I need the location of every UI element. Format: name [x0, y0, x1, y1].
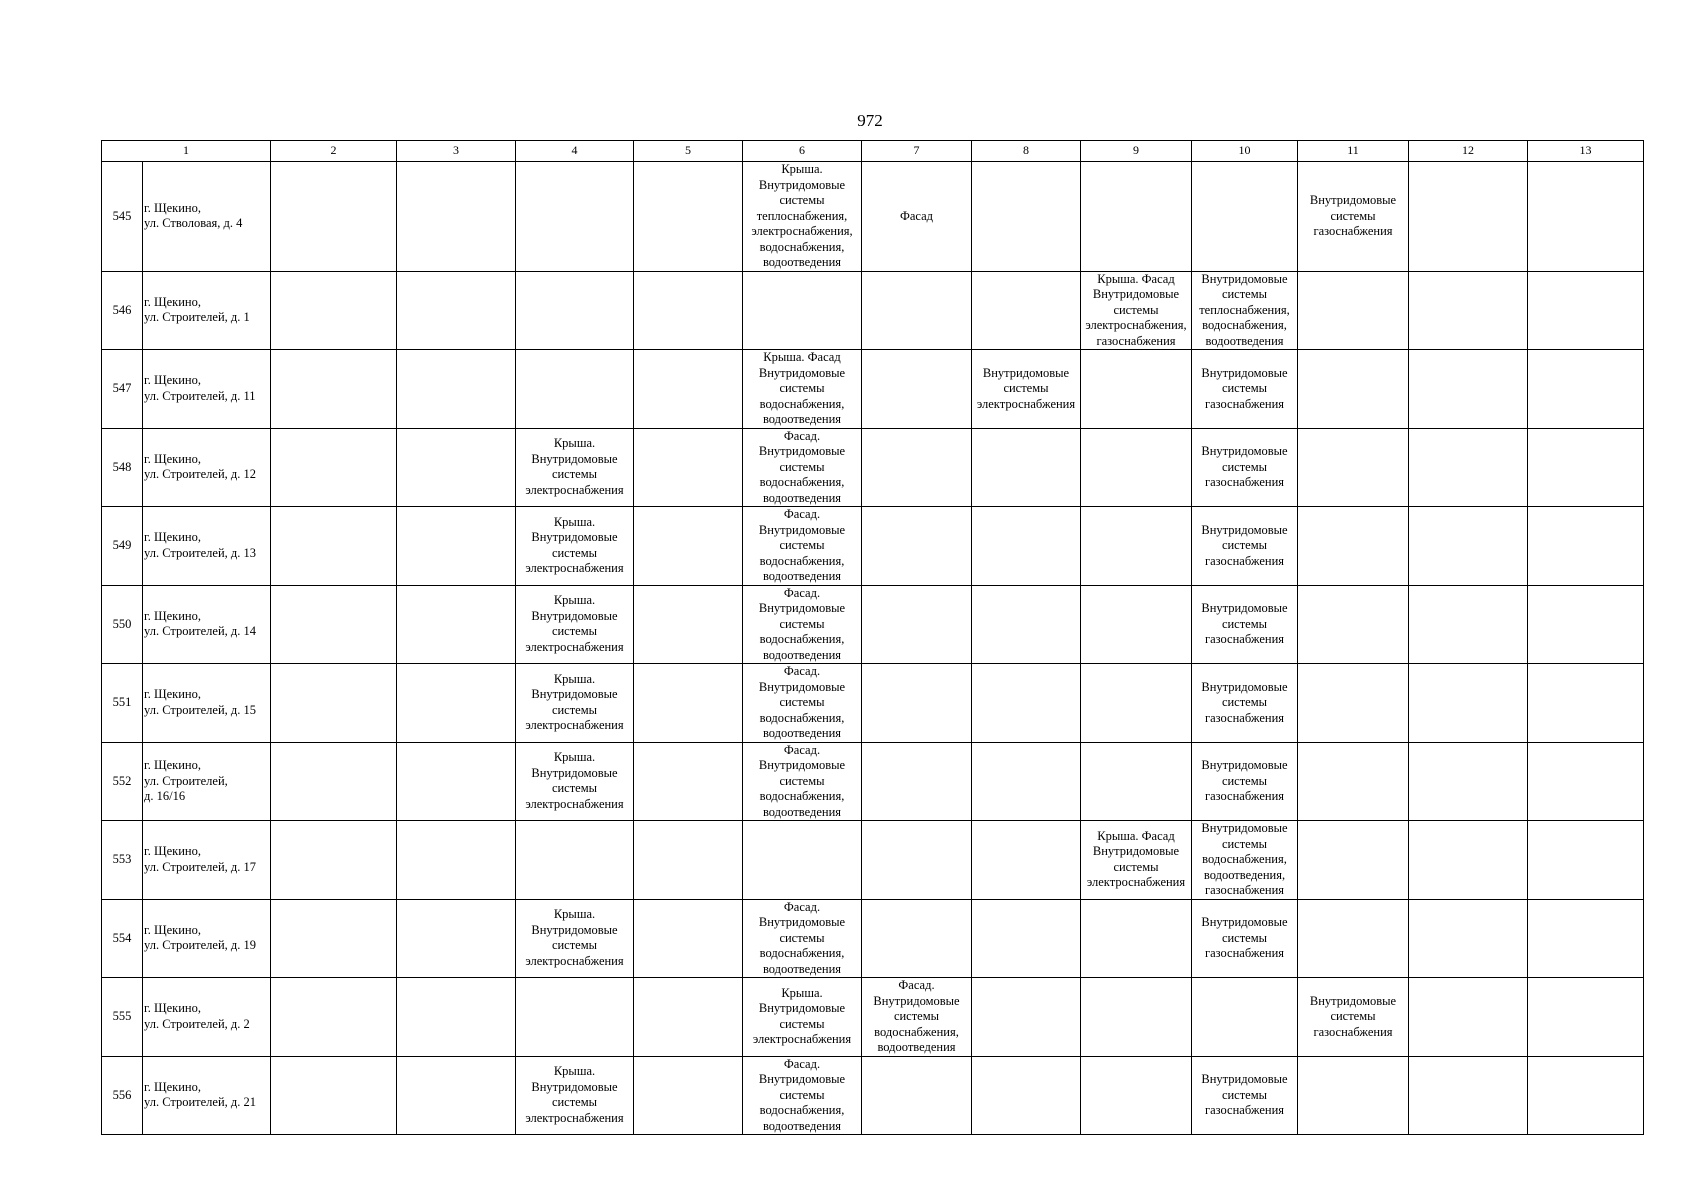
- work-cell-5: [634, 899, 743, 978]
- work-cell-12: [1409, 978, 1528, 1057]
- work-cell-9: [1081, 350, 1192, 429]
- table-row: [102, 271, 1644, 350]
- row-number: 553: [102, 821, 143, 900]
- address-cell: г. Щекино, ул. Строителей, д. 1: [143, 271, 271, 350]
- work-cell-9: [1081, 585, 1192, 664]
- row-number: 556: [102, 1056, 143, 1135]
- work-cell-6: Фасад. Внутридомовые системы водоснабжения, водоотведения: [743, 664, 862, 743]
- row-number: 551: [102, 664, 143, 743]
- work-cell-9: [1081, 507, 1192, 586]
- work-cell-8: [972, 1056, 1081, 1135]
- work-cell-3: [397, 162, 516, 272]
- work-cell-2: [271, 742, 397, 821]
- work-cell-5: [634, 664, 743, 743]
- work-cell-10: Внутридомовые системы газоснабжения: [1192, 664, 1298, 743]
- work-cell-10: Внутридомовые системы газоснабжения: [1192, 1056, 1298, 1135]
- table-row: [102, 585, 1644, 664]
- column-header-6: 6: [743, 141, 862, 162]
- page-number: 972: [857, 111, 883, 130]
- work-cell-4: Крыша. Внутридомовые системы электроснабжения: [516, 664, 634, 743]
- column-header-2: 2: [271, 141, 397, 162]
- row-number: 546: [102, 271, 143, 350]
- table-row: [102, 978, 1644, 1057]
- work-cell-5: [634, 742, 743, 821]
- column-header-1: 1: [102, 141, 271, 162]
- work-cell-8: [972, 978, 1081, 1057]
- work-cell-13: [1528, 350, 1644, 429]
- address-cell: г. Щекино, ул. Строителей, д. 12: [143, 428, 271, 507]
- work-cell-12: [1409, 162, 1528, 272]
- work-cell-2: [271, 899, 397, 978]
- work-cell-7: [862, 821, 972, 900]
- work-cell-2: [271, 664, 397, 743]
- column-header-9: 9: [1081, 141, 1192, 162]
- work-cell-7: [862, 899, 972, 978]
- work-cell-5: [634, 350, 743, 429]
- work-cell-5: [634, 1056, 743, 1135]
- work-cell-9: [1081, 1056, 1192, 1135]
- work-cell-5: [634, 821, 743, 900]
- work-cell-4: [516, 821, 634, 900]
- work-cell-3: [397, 899, 516, 978]
- table-row: [102, 821, 1644, 900]
- work-cell-8: [972, 162, 1081, 272]
- work-cell-4: [516, 978, 634, 1057]
- work-cell-9: [1081, 978, 1192, 1057]
- table-row: [102, 350, 1644, 429]
- work-cell-10: Внутридомовые системы водоснабжения, водоотведения, газоснабжения: [1192, 821, 1298, 900]
- work-cell-12: [1409, 664, 1528, 743]
- column-header-12: 12: [1409, 141, 1528, 162]
- work-cell-3: [397, 821, 516, 900]
- work-cell-13: [1528, 428, 1644, 507]
- address-cell: г. Щекино, ул. Строителей, д. 21: [143, 1056, 271, 1135]
- work-cell-3: [397, 664, 516, 743]
- work-cell-13: [1528, 162, 1644, 272]
- work-cell-13: [1528, 821, 1644, 900]
- work-cell-6: Фасад. Внутридомовые системы водоснабжения, водоотведения: [743, 428, 862, 507]
- row-number: 549: [102, 507, 143, 586]
- work-cell-7: [862, 742, 972, 821]
- work-cell-11: Внутридомовые системы газоснабжения: [1298, 978, 1409, 1057]
- work-cell-11: [1298, 742, 1409, 821]
- work-cell-2: [271, 350, 397, 429]
- work-cell-3: [397, 271, 516, 350]
- work-cell-2: [271, 1056, 397, 1135]
- work-cell-7: [862, 507, 972, 586]
- table-row: [102, 1056, 1644, 1135]
- work-cell-3: [397, 978, 516, 1057]
- work-cell-11: [1298, 271, 1409, 350]
- work-cell-12: [1409, 350, 1528, 429]
- work-cell-6: Крыша. Внутридомовые системы теплоснабжения, электроснабжения, водоснабжения, водоотведения: [743, 162, 862, 272]
- column-header-10: 10: [1192, 141, 1298, 162]
- work-cell-4: [516, 350, 634, 429]
- work-cell-12: [1409, 821, 1528, 900]
- work-cell-4: Крыша. Внутридомовые системы электроснабжения: [516, 899, 634, 978]
- work-cell-4: Крыша. Внутридомовые системы электроснабжения: [516, 1056, 634, 1135]
- work-cell-3: [397, 428, 516, 507]
- work-cell-8: [972, 899, 1081, 978]
- address-cell: г. Щекино, ул. Строителей, д. 2: [143, 978, 271, 1057]
- work-cell-2: [271, 162, 397, 272]
- work-cell-12: [1409, 271, 1528, 350]
- column-header-11: 11: [1298, 141, 1409, 162]
- work-cell-2: [271, 507, 397, 586]
- work-cell-2: [271, 821, 397, 900]
- work-cell-11: [1298, 507, 1409, 586]
- work-cell-3: [397, 585, 516, 664]
- work-cell-13: [1528, 507, 1644, 586]
- header-row: [102, 141, 1644, 162]
- work-cell-12: [1409, 428, 1528, 507]
- work-cell-4: Крыша. Внутридомовые системы электроснабжения: [516, 507, 634, 586]
- work-cell-4: Крыша. Внутридомовые системы электроснабжения: [516, 585, 634, 664]
- address-cell: г. Щекино, ул. Строителей, д. 15: [143, 664, 271, 743]
- work-cell-7: [862, 350, 972, 429]
- work-cell-8: [972, 664, 1081, 743]
- work-cell-7: Фасад. Внутридомовые системы водоснабжения, водоотведения: [862, 978, 972, 1057]
- work-cell-6: Фасад. Внутридомовые системы водоснабжения, водоотведения: [743, 742, 862, 821]
- work-cell-13: [1528, 899, 1644, 978]
- work-cell-11: [1298, 428, 1409, 507]
- work-cell-12: [1409, 742, 1528, 821]
- work-cell-2: [271, 585, 397, 664]
- work-cell-8: Внутридомовые системы электроснабжения: [972, 350, 1081, 429]
- work-cell-6: Фасад. Внутридомовые системы водоснабжения, водоотведения: [743, 899, 862, 978]
- address-cell: г. Щекино, ул. Строителей, д. 17: [143, 821, 271, 900]
- column-header-13: 13: [1528, 141, 1644, 162]
- address-cell: г. Щекино, ул. Строителей, д. 13: [143, 507, 271, 586]
- address-cell: г. Щекино, ул. Строителей, д. 19: [143, 899, 271, 978]
- table-row: [102, 899, 1644, 978]
- work-cell-7: [862, 271, 972, 350]
- row-number: 552: [102, 742, 143, 821]
- work-cell-5: [634, 162, 743, 272]
- row-number: 545: [102, 162, 143, 272]
- table-row: [102, 428, 1644, 507]
- row-number: 554: [102, 899, 143, 978]
- work-cell-13: [1528, 978, 1644, 1057]
- work-cell-8: [972, 428, 1081, 507]
- work-cell-13: [1528, 742, 1644, 821]
- work-cell-2: [271, 428, 397, 507]
- column-header-4: 4: [516, 141, 634, 162]
- work-cell-11: [1298, 350, 1409, 429]
- work-cell-10: Внутридомовые системы газоснабжения: [1192, 742, 1298, 821]
- work-cell-13: [1528, 271, 1644, 350]
- work-cell-11: [1298, 899, 1409, 978]
- work-cell-9: [1081, 664, 1192, 743]
- work-cell-8: [972, 821, 1081, 900]
- row-number: 548: [102, 428, 143, 507]
- work-cell-5: [634, 978, 743, 1057]
- work-cell-8: [972, 507, 1081, 586]
- work-cell-6: [743, 271, 862, 350]
- row-number: 555: [102, 978, 143, 1057]
- work-cell-2: [271, 271, 397, 350]
- work-cell-10: Внутридомовые системы газоснабжения: [1192, 507, 1298, 586]
- work-cell-7: [862, 664, 972, 743]
- work-cell-5: [634, 585, 743, 664]
- work-cell-11: [1298, 1056, 1409, 1135]
- work-cell-11: [1298, 664, 1409, 743]
- work-cell-12: [1409, 1056, 1528, 1135]
- work-cell-9: Крыша. Фасад Внутридомовые системы электроснабжения: [1081, 821, 1192, 900]
- work-cell-7: [862, 1056, 972, 1135]
- work-cell-13: [1528, 664, 1644, 743]
- column-header-5: 5: [634, 141, 743, 162]
- work-cell-7: [862, 585, 972, 664]
- work-cell-8: [972, 585, 1081, 664]
- work-cell-11: [1298, 821, 1409, 900]
- work-cell-7: Фасад: [862, 162, 972, 272]
- work-cell-8: [972, 271, 1081, 350]
- repair-schedule-table: [101, 140, 1644, 1135]
- address-cell: г. Щекино, ул. Строителей, д. 11: [143, 350, 271, 429]
- work-cell-3: [397, 742, 516, 821]
- work-cell-10: Внутридомовые системы газоснабжения: [1192, 585, 1298, 664]
- work-cell-10: [1192, 162, 1298, 272]
- table-row: [102, 507, 1644, 586]
- work-cell-3: [397, 350, 516, 429]
- work-cell-12: [1409, 899, 1528, 978]
- work-cell-10: Внутридомовые системы газоснабжения: [1192, 428, 1298, 507]
- column-header-7: 7: [862, 141, 972, 162]
- work-cell-9: [1081, 162, 1192, 272]
- work-cell-13: [1528, 1056, 1644, 1135]
- address-cell: г. Щекино, ул. Строителей, д. 16/16: [143, 742, 271, 821]
- table-row: [102, 664, 1644, 743]
- work-cell-10: Внутридомовые системы газоснабжения: [1192, 350, 1298, 429]
- work-cell-3: [397, 1056, 516, 1135]
- work-cell-6: Фасад. Внутридомовые системы водоснабжения, водоотведения: [743, 507, 862, 586]
- work-cell-9: [1081, 899, 1192, 978]
- work-cell-2: [271, 978, 397, 1057]
- work-cell-7: [862, 428, 972, 507]
- work-cell-5: [634, 507, 743, 586]
- column-header-3: 3: [397, 141, 516, 162]
- work-cell-4: Крыша. Внутридомовые системы электроснабжения: [516, 742, 634, 821]
- work-cell-6: Крыша. Фасад Внутридомовые системы водоснабжения, водоотведения: [743, 350, 862, 429]
- table-row: [102, 742, 1644, 821]
- work-cell-6: Фасад. Внутридомовые системы водоснабжения, водоотведения: [743, 585, 862, 664]
- table-row: [102, 162, 1644, 272]
- column-header-8: 8: [972, 141, 1081, 162]
- work-cell-9: Крыша. Фасад Внутридомовые системы электроснабжения, газоснабжения: [1081, 271, 1192, 350]
- work-cell-6: [743, 821, 862, 900]
- work-cell-4: [516, 271, 634, 350]
- work-cell-10: Внутридомовые системы газоснабжения: [1192, 899, 1298, 978]
- work-cell-5: [634, 428, 743, 507]
- work-cell-12: [1409, 507, 1528, 586]
- row-number: 550: [102, 585, 143, 664]
- address-cell: г. Щекино, ул. Строителей, д. 14: [143, 585, 271, 664]
- work-cell-13: [1528, 585, 1644, 664]
- work-cell-11: Внутридомовые системы газоснабжения: [1298, 162, 1409, 272]
- work-cell-6: Крыша. Внутридомовые системы электроснабжения: [743, 978, 862, 1057]
- work-cell-4: [516, 162, 634, 272]
- work-cell-8: [972, 742, 1081, 821]
- work-cell-4: Крыша. Внутридомовые системы электроснабжения: [516, 428, 634, 507]
- work-cell-11: [1298, 585, 1409, 664]
- address-cell: г. Щекино, ул. Стволовая, д. 4: [143, 162, 271, 272]
- work-cell-9: [1081, 428, 1192, 507]
- work-cell-10: Внутридомовые системы теплоснабжения, водоснабжения, водоотведения: [1192, 271, 1298, 350]
- row-number: 547: [102, 350, 143, 429]
- work-cell-5: [634, 271, 743, 350]
- work-cell-12: [1409, 585, 1528, 664]
- work-cell-6: Фасад. Внутридомовые системы водоснабжения, водоотведения: [743, 1056, 862, 1135]
- work-cell-9: [1081, 742, 1192, 821]
- work-cell-3: [397, 507, 516, 586]
- work-cell-10: [1192, 978, 1298, 1057]
